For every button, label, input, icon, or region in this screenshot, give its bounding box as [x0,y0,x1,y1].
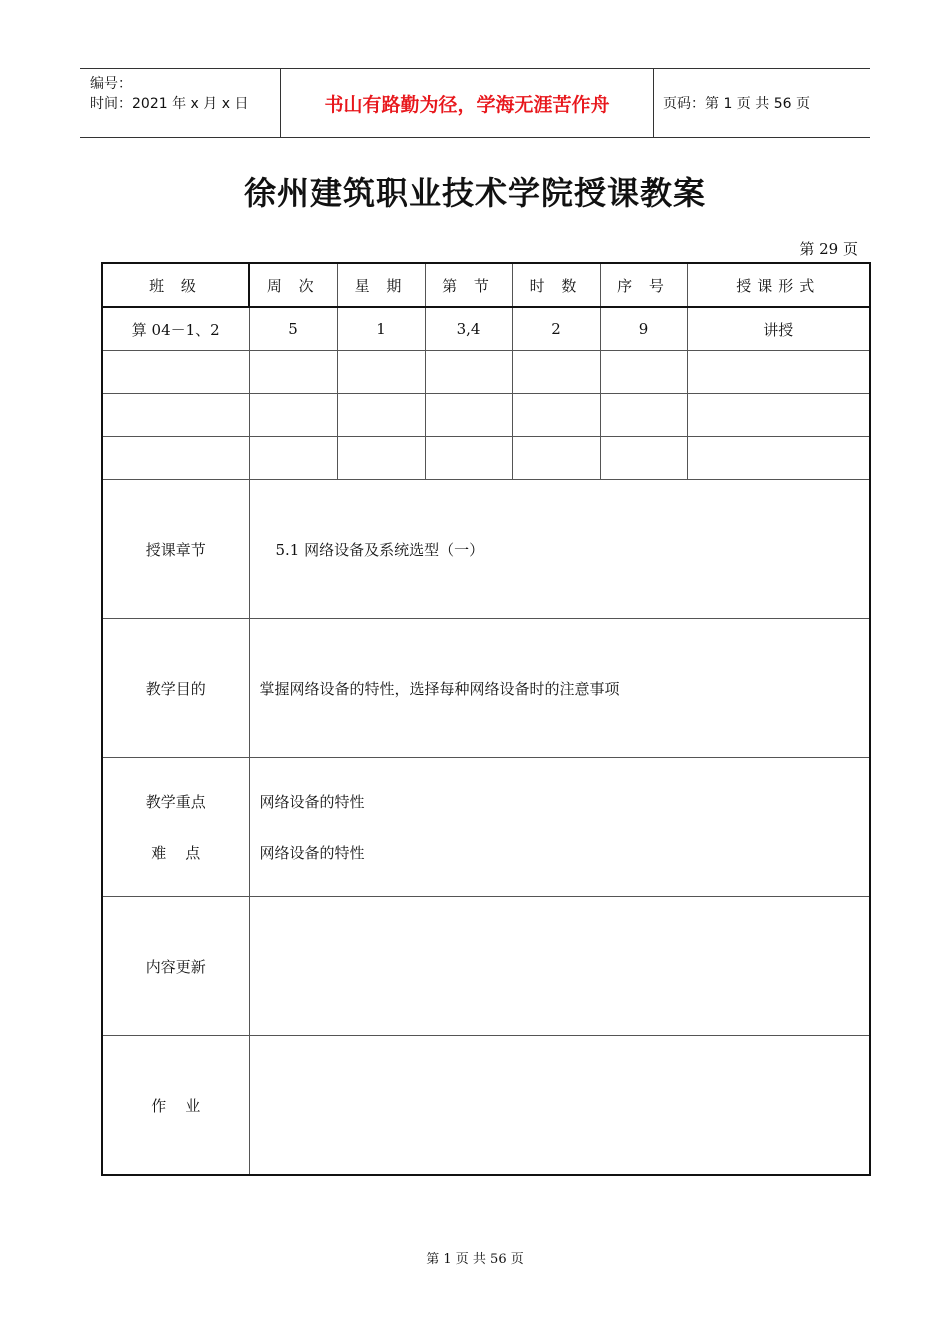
cell [337,394,425,437]
table-header-row [102,263,870,307]
update-value [249,897,870,1036]
header-period: 第 节 [425,263,512,307]
header-weekday: 星 期 [337,263,425,307]
objective-label: 教学目的 [102,619,249,758]
cell: 9 [600,307,687,351]
header-info-cell [80,69,281,137]
chapter-row [102,480,870,619]
cell [687,394,870,437]
cell [687,351,870,394]
table-row [102,307,870,351]
cell [249,437,337,480]
table-row [102,394,870,437]
cell [425,437,512,480]
update-row [102,897,870,1036]
cell: 2 [512,307,600,351]
time-label: 时间：2021 年 x 月 x 日 [90,96,249,112]
homework-label: 作 业 [102,1036,249,1176]
cell [512,437,600,480]
cell: 1 [337,307,425,351]
cell [687,437,870,480]
cell: 讲授 [687,307,870,351]
page-title: 徐州建筑职业技术学院授课教案 [243,174,706,212]
cell [600,394,687,437]
cell [337,351,425,394]
objective-row [102,619,870,758]
objective-value: 掌握网络设备的特性，选择每种网络设备时的注意事项 [249,619,870,758]
motto: 书山有路勤为径，学海无涯苦作舟 [281,69,654,137]
cell: 5 [249,307,337,351]
table-row [102,351,870,394]
number-label: 编号： [90,76,132,92]
header-hours: 时 数 [512,263,600,307]
header-sequence: 序 号 [600,263,687,307]
update-label: 内容更新 [102,897,249,1036]
focus-value: 网络设备的特性 [259,793,365,811]
focus-label-cell [102,758,249,897]
cell [425,394,512,437]
header-week: 周 次 [249,263,337,307]
cell [337,437,425,480]
focus-value-cell [249,758,870,897]
table-row [102,437,870,480]
page-footer: 第 1 页 共 56 页 [426,1252,524,1267]
cell [249,394,337,437]
cell: 3,4 [425,307,512,351]
lesson-plan-table [101,262,871,1176]
cell [425,351,512,394]
page-marker: 第 29 页 [799,240,858,258]
header-class: 班 级 [102,263,249,307]
chapter-value: 5.1 网络设备及系统选型（一） [249,480,870,619]
document-header [80,68,870,138]
header-teaching-form: 授课形式 [687,263,870,307]
cell [512,394,600,437]
cell [102,437,249,480]
chapter-label: 授课章节 [102,480,249,619]
focus-row [102,758,870,897]
cell [102,394,249,437]
cell [249,351,337,394]
difficulty-label: 难 点 [151,844,201,862]
cell [600,437,687,480]
cell [512,351,600,394]
homework-value [249,1036,870,1176]
cell [102,351,249,394]
page-code: 页码：第 1 页 共 56 页 [663,96,810,112]
cell: 算 04－1、2 [102,307,249,351]
cell [600,351,687,394]
difficulty-value: 网络设备的特性 [259,844,365,862]
homework-row [102,1036,870,1176]
focus-label: 教学重点 [145,793,206,811]
